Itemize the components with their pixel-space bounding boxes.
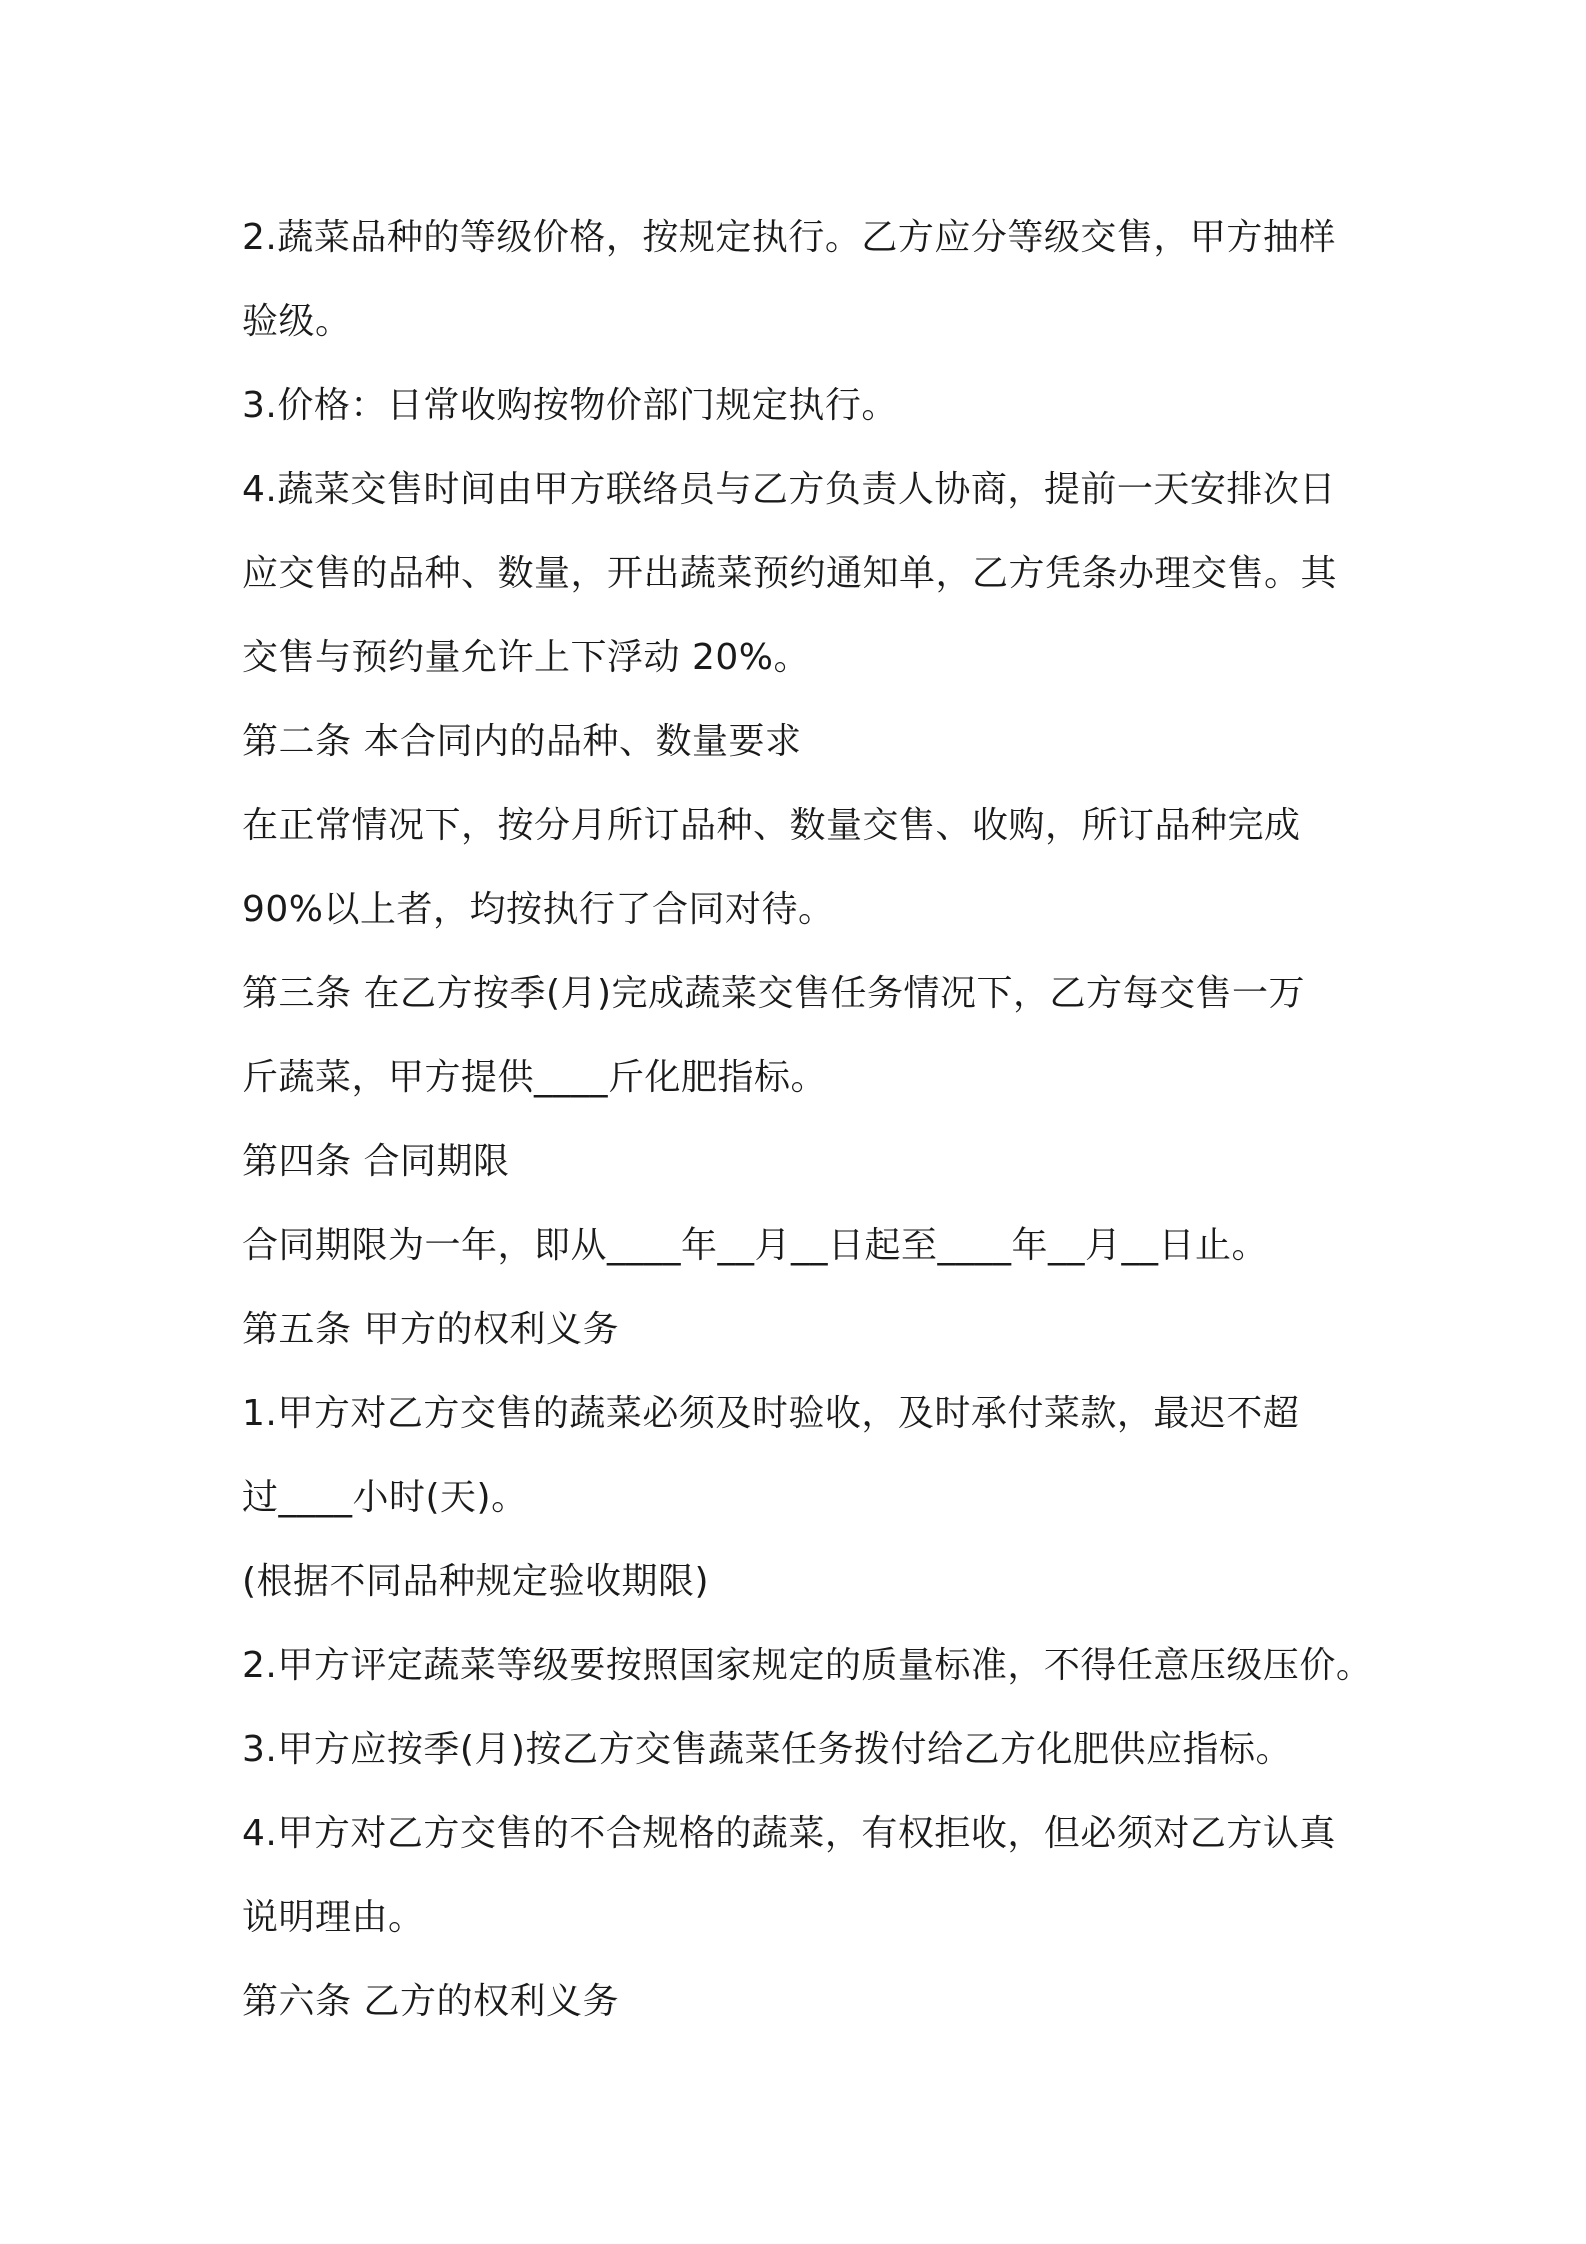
text-line: 应交售的品种、数量，开出蔬菜预约通知单，乙方凭条办理交售。其	[242, 553, 1338, 594]
text-line: 在正常情况下，按分月所订品种、数量交售、收购，所订品种完成	[242, 805, 1301, 846]
article-heading: 第六条 乙方的权利义务	[242, 1981, 619, 2022]
text-line: 过____小时(天)。	[242, 1477, 528, 1518]
text-line: 90%以上者，均按执行了合同对待。	[242, 889, 835, 930]
text-line: 交售与预约量允许上下浮动 20%。	[242, 637, 810, 678]
text-line: 2.甲方评定蔬菜等级要按照国家规定的质量标准，不得任意压级压价。	[242, 1645, 1373, 1686]
text-line: 斤蔬菜，甲方提供____斤化肥指标。	[242, 1057, 828, 1098]
text-line: 4.蔬菜交售时间由甲方联络员与乙方负责人协商，提前一天安排次日	[242, 469, 1336, 510]
text-line: (根据不同品种规定验收期限)	[242, 1561, 710, 1602]
text-line: 验级。	[242, 301, 352, 342]
text-line: 1.甲方对乙方交售的蔬菜必须及时验收，及时承付菜款，最迟不超	[242, 1393, 1300, 1434]
article-heading: 第五条 甲方的权利义务	[242, 1309, 619, 1350]
article-heading: 第四条 合同期限	[242, 1141, 510, 1182]
text-line: 2.蔬菜品种的等级价格，按规定执行。乙方应分等级交售，甲方抽样	[242, 217, 1336, 258]
article-heading: 第二条 本合同内的品种、数量要求	[242, 721, 802, 762]
document-body	[242, 196, 1372, 2044]
text-line: 3.价格：日常收购按物价部门规定执行。	[242, 385, 898, 426]
article-heading: 第三条 在乙方按季(月)完成蔬菜交售任务情况下，乙方每交售一万	[242, 973, 1306, 1014]
text-line: 合同期限为一年，即从____年__月__日起至____年__月__日止。	[242, 1225, 1269, 1266]
text-line: 说明理由。	[242, 1897, 425, 1938]
text-line: 4.甲方对乙方交售的不合规格的蔬菜，有权拒收，但必须对乙方认真	[242, 1813, 1336, 1854]
text-line: 3.甲方应按季(月)按乙方交售蔬菜任务拨付给乙方化肥供应指标。	[242, 1729, 1292, 1770]
